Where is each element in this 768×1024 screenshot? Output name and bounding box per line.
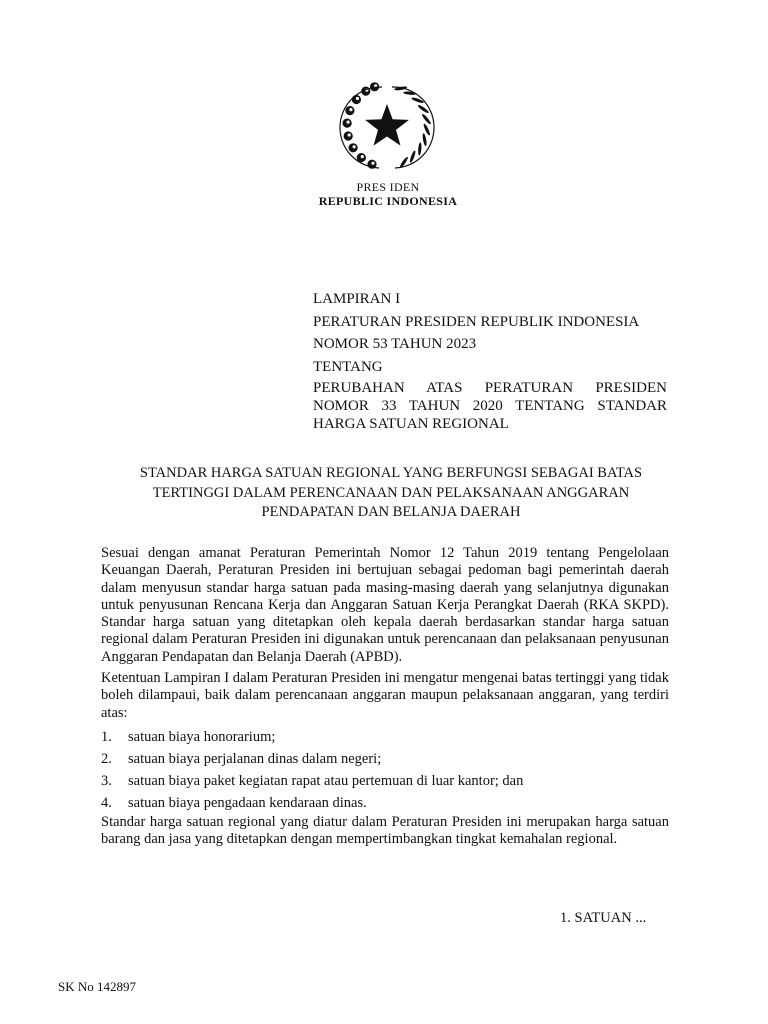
attachment-block	[313, 288, 667, 433]
document-title-line: PENDAPATAN DAN BELANJA DAERAH	[261, 504, 521, 520]
document-title	[95, 464, 687, 523]
regulation-name: PERATURAN PRESIDEN REPUBLIK INDONESIA	[313, 313, 640, 330]
body-paragraph: Standar harga satuan regional yang diatur dalam Peraturan Presiden ini merupakan harga satuan barang dan jasa yang ditetapkan dengan mempertimbangkan tingkat kemahalan regional.	[101, 813, 669, 848]
cotton-boll-highlight	[348, 133, 351, 136]
list-item-text: satuan biaya paket kegiatan rapat atau pertemuan di luar kantor; dan	[128, 772, 524, 789]
list-item	[101, 726, 669, 748]
body-paragraph: Ketentuan Lampiran I dalam Peraturan Presiden ini mengatur mengenai batas tertinggi yang tidak boleh dilampaui, baik dalam perencanaan anggaran maupun pelaksanaan anggaran, yang terdiri atas:	[101, 670, 669, 721]
list-item-number: 1.	[101, 728, 112, 745]
cotton-boll-highlight	[356, 97, 359, 100]
list-item-number: 4.	[101, 794, 112, 811]
cotton-boll-highlight	[347, 121, 350, 124]
list-item	[101, 748, 669, 770]
presidential-seal-icon	[332, 76, 442, 176]
cotton-boll-highlight	[349, 108, 352, 111]
regulation-about-label: TENTANG	[313, 358, 383, 375]
list-item-text: satuan biaya honorarium;	[128, 728, 276, 745]
cotton-boll-highlight	[371, 162, 374, 165]
list-item	[101, 792, 669, 814]
list-item-text: satuan biaya perjalanan dinas dalam negeri;	[128, 750, 382, 767]
rice-leaf-icon	[411, 97, 424, 104]
rice-leaf-icon	[418, 142, 422, 155]
rice-leaf-icon	[421, 113, 432, 125]
cost-item-list	[101, 726, 669, 814]
institution-name-line1: PRES IDEN	[356, 180, 420, 194]
institution-name-line2: REPUBLIC INDONESIA	[318, 194, 458, 208]
regulation-number: NOMOR 53 TAHUN 2023	[313, 336, 477, 353]
document-title-line: STANDAR HARGA SATUAN REGIONAL YANG BERFUNGSI SEBAGAI BATAS	[139, 465, 643, 481]
list-item	[101, 770, 669, 792]
document-body	[101, 545, 669, 853]
cotton-boll-highlight	[361, 155, 364, 158]
page-continuation: 1. SATUAN ...	[560, 910, 647, 926]
attachment-label: LAMPIRAN I	[313, 291, 401, 307]
cotton-boll-highlight	[353, 145, 356, 148]
document-title-line: TERTINGGI DALAM PERENCANAAN DAN PELAKSANAAN ANGGARAN	[152, 484, 630, 501]
list-item-number: 2.	[101, 750, 112, 767]
body-paragraph: Sesuai dengan amanat Peraturan Pemerintah Nomor 12 Tahun 2019 tentang Pengelolaan Keuangan Daerah, Peraturan Presiden ini bertujuan sebagai pedoman bagi pemerintah daerah dalam menyusun standar harga satuan pada masing-masing daerah yang selanjutnya digunakan untuk penyusunan Rencana Kerja dan Anggaran Satuan Kerja Perangkat Daerah (RKA SKPD). Standar harga satuan yang ditetapkan oleh kepala daerah berdasarkan standar harga satuan regional dalam Peraturan Presiden ini digunakan untuk perencanaan dan pelaksanaan penyusunan Anggaran Pendapatan dan Belanja Daerah (APBD).	[101, 545, 669, 665]
list-item-text: satuan biaya pengadaan kendaraan dinas.	[128, 794, 367, 811]
document-code: SK No 142897	[58, 979, 137, 994]
rice-leaf-icon	[422, 133, 427, 146]
list-item-number: 3.	[101, 772, 112, 789]
regulation-subject: PERUBAHAN ATAS PERATURAN PRESIDEN NOMOR 33 TAHUN 2020 TENTANG STANDAR HARGA SATUAN REGIONAL	[313, 380, 667, 433]
star-icon	[365, 104, 409, 146]
